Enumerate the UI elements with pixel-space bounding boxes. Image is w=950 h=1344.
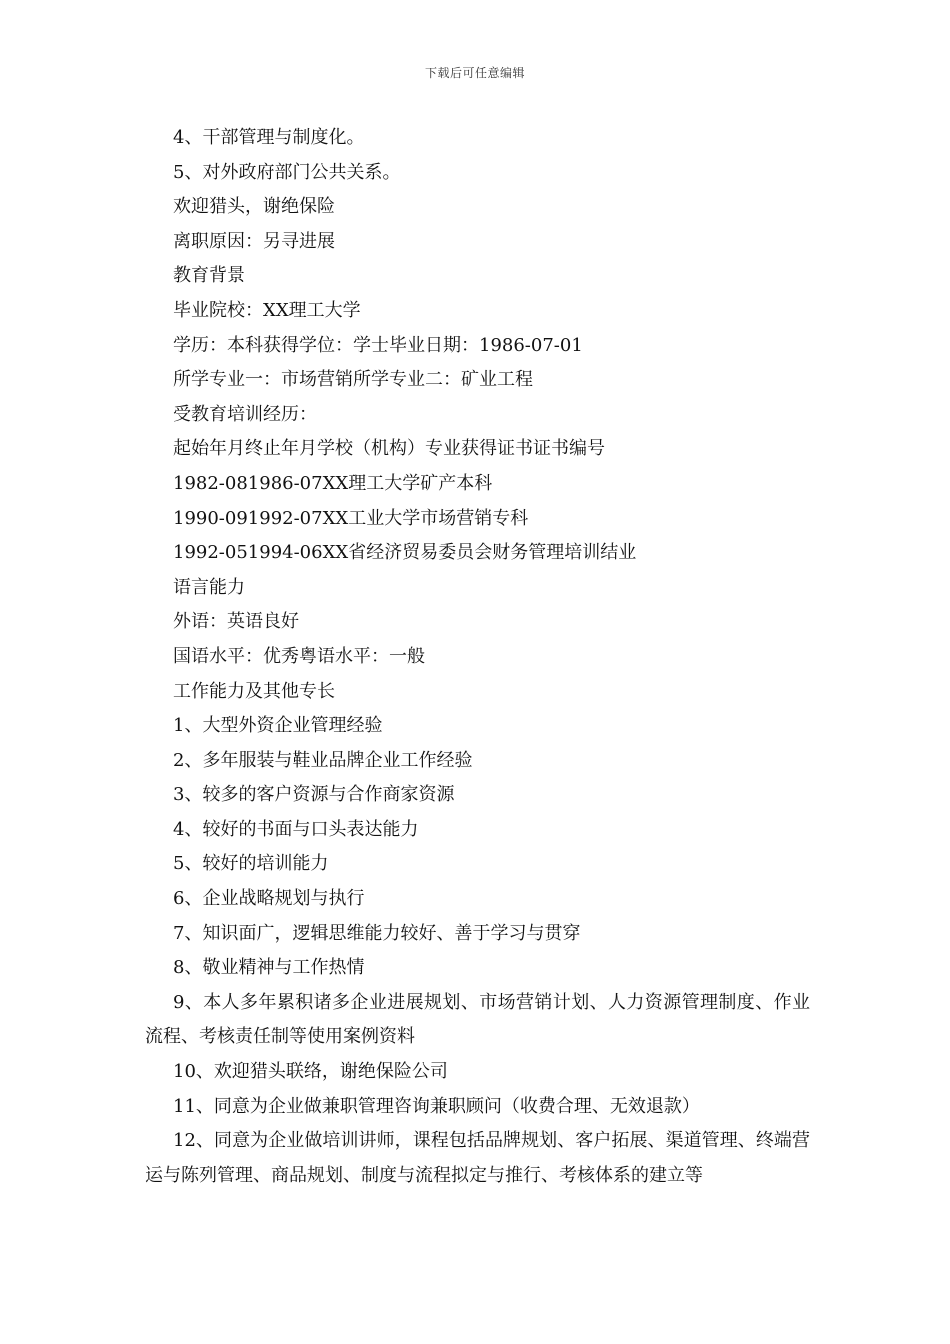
text-line: 国语水平：优秀粤语水平：一般 <box>173 645 425 667</box>
text-line: 欢迎猎头，谢绝保险 <box>173 196 335 218</box>
page-header: 下载后可任意编辑 <box>424 66 525 80</box>
list-item: 7、知识面广，逻辑思维能力较好、善于学习与贯穿 <box>173 922 581 944</box>
list-item: 12、同意为企业做培训讲师，课程包括品牌规划、客户拓展、渠道管理、终端营运与陈列管理、商品规划、制度与流程拟定与推行、考核体系的建立等 <box>145 1130 810 1186</box>
section-heading: 教育背景 <box>173 265 245 287</box>
list-item: 11、同意为企业做兼职管理咨询兼职顾问（收费合理、无效退款） <box>173 1095 700 1117</box>
list-item: 1、大型外资企业管理经验 <box>173 715 383 737</box>
list-item: 4、干部管理与制度化。 <box>173 127 365 148</box>
text-line: 起始年月终止年月学校（机构）专业获得证书证书编号 <box>173 438 605 460</box>
text-line: 1990-091992-07XX工业大学市场营销专科 <box>173 507 529 529</box>
list-item: 9、本人多年累积诸多企业进展规划、市场营销计划、人力资源管理制度、作业流程、考核责任制等使用案例资料 <box>145 991 810 1048</box>
text-line: 受教育培训经历： <box>173 403 317 425</box>
text-line: 1992-051994-06XX省经济贸易委员会财务管理培训结业 <box>173 542 637 564</box>
list-item: 2、多年服装与鞋业品牌企业工作经验 <box>173 749 473 771</box>
text-line: 离职原因：另寻进展 <box>173 230 335 252</box>
text-line: 所学专业一：市场营销所学专业二：矿业工程 <box>173 369 533 391</box>
list-item: 6、企业战略规划与执行 <box>173 888 365 910</box>
list-item: 5、对外政府部门公共关系。 <box>173 161 401 183</box>
list-item: 5、较好的培训能力 <box>173 853 329 875</box>
text-line: 外语：英语良好 <box>173 611 299 633</box>
text-line: 学历：本科获得学位：学士毕业日期：1986-07-01 <box>173 334 583 356</box>
section-heading: 语言能力 <box>173 576 245 598</box>
text-line: 1982-081986-07XX理工大学矿产本科 <box>173 472 493 494</box>
list-item: 3、较多的客户资源与合作商家资源 <box>173 784 455 806</box>
list-item: 8、敬业精神与工作热情 <box>173 957 365 979</box>
list-item: 4、较好的书面与口头表达能力 <box>173 818 419 840</box>
list-item: 10、欢迎猎头联络，谢绝保险公司 <box>173 1061 448 1083</box>
document-body <box>145 121 810 1193</box>
section-heading: 工作能力及其他专长 <box>173 680 335 702</box>
text-line: 毕业院校：XX理工大学 <box>173 299 361 321</box>
